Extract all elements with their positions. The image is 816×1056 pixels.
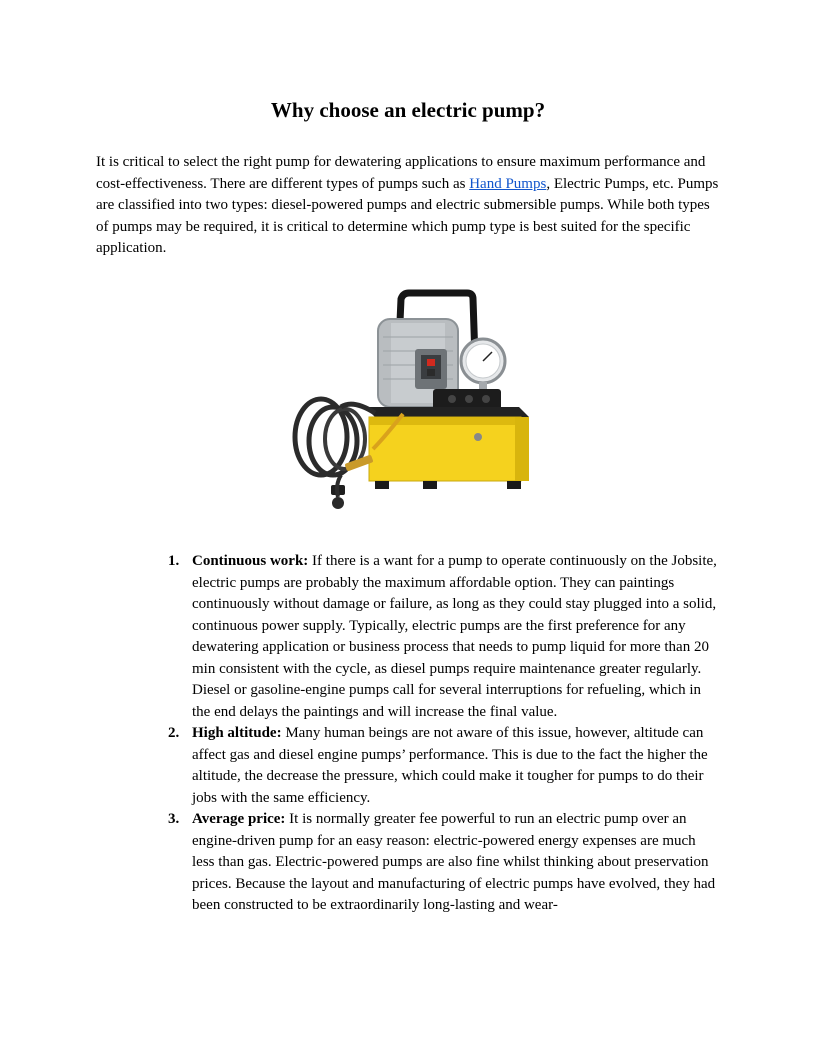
intro-text-before: It is critical to select the right pump for dewatering applications to ensure maximum performance and cost-effectiveness. There are different types of pumps such as: [96, 154, 706, 192]
electric-pump-illustration: [283, 289, 533, 521]
list-item-lead: Average price:: [192, 811, 286, 827]
benefits-list: [170, 551, 718, 917]
list-item-lead: Continuous work:: [192, 553, 309, 569]
list-item-body: Many human beings are not aware of this issue, however, altitude can affect gas and diesel engine pumps’ performance. This is due to the fact the higher the altitude, the decrease the pressure, which could make it tougher for pumps to do their jobs with the same efficiency.: [192, 725, 708, 806]
list-item: [170, 723, 718, 809]
list-item: [170, 809, 718, 917]
list-item-number: 1.: [168, 553, 180, 569]
list-item-body: It is normally greater fee powerful to run an electric pump over an engine-driven pump for an easy reason: electric-powered energy expenses are much less than gas. Electric-powered pumps are also fine whilst thinking about preservation prices. Because the layout and manufacturing of electric pumps have evolved, they had been constructed to be extraordinarily long-lasting and wear-: [192, 811, 716, 913]
list-item-number: 3.: [168, 811, 180, 827]
hand-pumps-link[interactable]: Hand Pumps: [469, 175, 547, 192]
product-image: [283, 289, 533, 521]
list-item-body: If there is a want for a pump to operate continuously on the Jobsite, electric pumps are probably the maximum affordable option. They can paintings continuously without damage or failure, as long as they could stay plugged into a solid, continuous power supply. Typically, electric pumps are the first preference for any dewatering application or business process that needs to pump liquid for more than 20 min consistent with the cycle, as diesel pumps require maintenance greater regularly. Diesel or gasoline-engine pumps call for several interruptions for refueling, which in the end delays the paintings and will increase the final value.: [192, 553, 717, 720]
list-item-lead: High altitude:: [192, 725, 282, 741]
intro-text-after: , Electric Pumps, etc. Pumps are classified into two types: diesel-powered pumps and electric submersible pumps. While both types of pumps may be required, it is critical to determine which pump type is best suited for the specific application.: [96, 175, 719, 257]
list-item-number: 2.: [168, 725, 180, 741]
list-item: [170, 551, 718, 723]
intro-paragraph: [96, 152, 722, 260]
page-title: Why choose an electric pump?: [270, 98, 546, 122]
